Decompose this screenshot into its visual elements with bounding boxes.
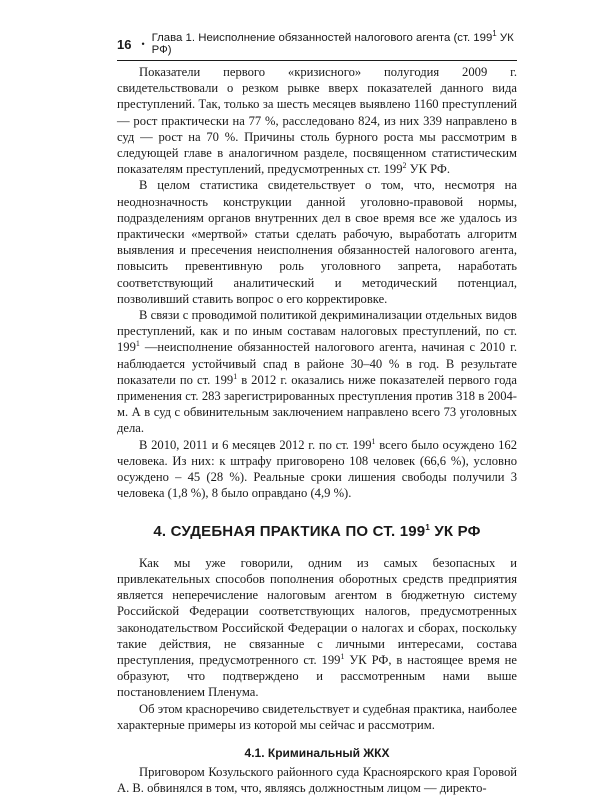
- subsection-heading: 4.1. Криминальный ЖКХ: [244, 745, 390, 760]
- paragraph-overall-stats: В целом статистика свидетельствует о том, что, несмотря на неоднозначность конструкции данной уголовно-правовой нормы, подразделениям органов внутренних дел в свое время все же удалось из практически «мертвой» статьи сделать рабочую, выработать алгоритм выявления и пресечения неисполнения обязанностей налогового агента, повысить превентивную роль уголовного запрета, наработать соответствующий аналитический и методический потенциал, позволивший ставить вопрос о его корректировке.: [117, 178, 517, 306]
- paragraph-verdict: Приговором Козульского районного суда Красноярского края Горовой А. В. обвинялся в том, что, являясь должностным лицом — директо-: [117, 765, 517, 796]
- chapter-title: Глава 1. Неисполнение обязанностей налогового агента (ст. $199^1$ УК РФ): [151, 29, 514, 56]
- paragraph-working-capital: Как мы уже говорили, одним из самых безопасных и привлекательных способов пополнения оборотных средств предприятия является неперечисление налоговым агентом в бюджетную систему Российской Федерации соответствующих налогов, предусмотренных законодательством Российской Федерации о налогах и сборах, поскольку такие действия, не связанные с личными интересами, состава преступления, предусмотренного ст. $199^1$ УК РФ, в настоящее время не образуют, что подтверждено и рассмотренным нами выше постановлением Пленума.: [117, 555, 517, 700]
- section-heading: 4. СУДЕБНАЯ ПРАКТИКА ПО СТ. $199^1$ УК РФ: [153, 523, 481, 541]
- running-header: [117, 29, 517, 61]
- paragraph-crisis-stats: Показатели первого «кризисного» полугодия 2009 г. свидетельствовали о резком рывке вверх показателей данного вида преступлений. Так, только за шесть месяцев выявлено 1160 преступлений — рост практически на 77 %, расследовано 824, из них 339 направлено в суд — рост на 70 %. Причины столь бурного роста мы рассмотрим в следующей главе в аналогичном разделе, посвященном статистическим показателям преступлений, предусмотренных ст. $199^2$ УК РФ.: [117, 65, 517, 177]
- paragraph-court-practice: Об этом красноречиво свидетельствует и судебная практика, наиболее характерные примеры из которой мы сейчас и рассмотрим.: [117, 701, 517, 732]
- page-body: [117, 64, 517, 797]
- paragraph-convictions: В 2010, 2011 и 6 месяцев 2012 г. по ст. $199^1$ всего было осуждено 162 человека. Из них: к штрафу приговорено 108 человек (66,6 %), условно осуждено – 45 (28 %). Реальные сроки лишения свободы получили 3 человека (1,8 %), 8 было оправдано (4,9 %).: [117, 436, 517, 501]
- header-bullet: •: [141, 39, 145, 49]
- paragraph-decriminalization: В связи с проводимой политикой декриминализации отдельных видов преступлений, как и по иным составам налоговых преступлений, по ст. $199^1$ —неисполнение обязанностей налогового агента, начиная с 2010 г. наблюдается устойчивый спад в районе 30–40 % в год. В результате показатели по ст. $199^1$ в 2012 г. оказались ниже показателей первого года применения ст. 283 зарегистрированных преступления против 318 в 2004-м. А в суд с обвинительным заключением направлено всего 73 уголовных дела.: [117, 308, 517, 436]
- page-number: 16: [117, 36, 132, 52]
